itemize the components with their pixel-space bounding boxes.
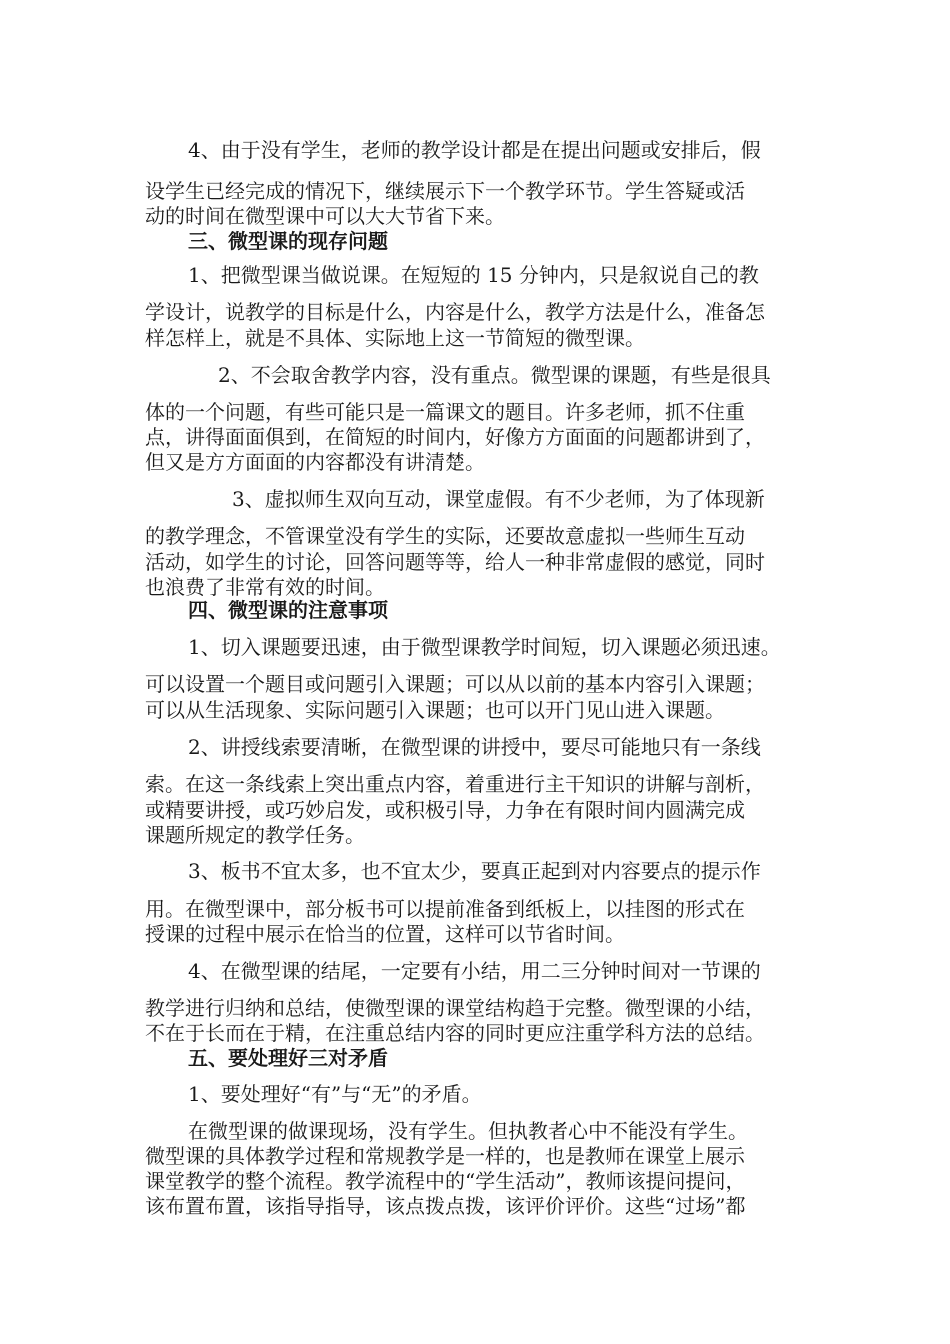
paragraph-line: 的教学理念，不管课堂没有学生的实际，还要故意虚拟一些师生互动 [145, 524, 745, 548]
paragraph-line: 1、切入课题要迅速，由于微型课教学时间短，切入课题必须迅速。 [188, 635, 781, 659]
paragraph-line: 课题所规定的教学任务。 [145, 823, 365, 847]
paragraph-line: 授课的过程中展示在恰当的位置，这样可以节省时间。 [145, 922, 625, 946]
section-heading: 四、微型课的注意事项 [188, 598, 388, 622]
paragraph-line: 但又是方方面面的内容都没有讲清楚。 [145, 450, 485, 474]
paragraph-line: 点，讲得面面俱到，在简短的时间内，好像方方面面的问题都讲到了， [145, 425, 765, 449]
paragraph-line: 2、不会取舍教学内容，没有重点。微型课的课题，有些是很具 [218, 363, 771, 387]
paragraph-line: 该布置布置，该指导指导，该点拨点拨，该评价评价。这些“过场”都 [145, 1194, 746, 1218]
paragraph-line: 1、把微型课当做说课。在短短的 15 分钟内，只是叙说自己的教 [188, 263, 759, 287]
paragraph-line: 2、讲授线索要清晰，在微型课的讲授中，要尽可能地只有一条线 [188, 735, 761, 759]
paragraph-line: 动的时间在微型课中可以大大节省下来。 [145, 204, 505, 228]
paragraph-line: 设学生已经完成的情况下，继续展示下一个教学环节。学生答疑或活 [145, 179, 745, 203]
paragraph-line: 可以从生活现象、实际问题引入课题；也可以开门见山进入课题。 [145, 698, 725, 722]
paragraph-line: 不在于长而在于精，在注重总结内容的同时更应注重学科方法的总结。 [145, 1021, 765, 1045]
paragraph-line: 1、要处理好“有”与“无”的矛盾。 [188, 1082, 482, 1106]
paragraph-line: 教学进行归纳和总结，使微型课的课堂结构趋于完整。微型课的小结， [145, 996, 765, 1020]
paragraph-line: 也浪费了非常有效的时间。 [145, 575, 385, 599]
paragraph-line: 微型课的具体教学过程和常规教学是一样的，也是教师在课堂上展示 [145, 1144, 745, 1168]
section-heading: 五、要处理好三对矛盾 [188, 1046, 388, 1070]
section-heading: 三、微型课的现存问题 [188, 229, 388, 253]
paragraph-line: 可以设置一个题目或问题引入课题；可以从以前的基本内容引入课题； [145, 672, 765, 696]
paragraph-line: 在微型课的做课现场，没有学生。但执教者心中不能没有学生。 [188, 1119, 748, 1143]
paragraph-line: 4、由于没有学生，老师的教学设计都是在提出问题或安排后，假 [188, 138, 761, 162]
paragraph-line: 索。在这一条线索上突出重点内容，着重进行主干知识的讲解与剖析， [145, 772, 765, 796]
paragraph-line: 体的一个问题，有些可能只是一篇课文的题目。许多老师，抓不住重 [145, 400, 745, 424]
paragraph-line: 用。在微型课中，部分板书可以提前准备到纸板上，以挂图的形式在 [145, 897, 745, 921]
paragraph-line: 或精要讲授，或巧妙启发，或积极引导，力争在有限时间内圆满完成 [145, 798, 745, 822]
paragraph-line: 4、在微型课的结尾，一定要有小结，用二三分钟时间对一节课的 [188, 959, 761, 983]
paragraph-line: 样怎样上，就是不具体、实际地上这一节简短的微型课。 [145, 326, 645, 350]
paragraph-line: 课堂教学的整个流程。教学流程中的“学生活动”，教师该提问提问， [145, 1169, 746, 1193]
paragraph-line: 活动，如学生的讨论，回答问题等等，给人一种非常虚假的感觉，同时 [145, 550, 765, 574]
paragraph-line: 3、板书不宜太多，也不宜太少，要真正起到对内容要点的提示作 [188, 859, 761, 883]
paragraph-line: 学设计，说教学的目标是什么，内容是什么，教学方法是什么，准备怎 [145, 300, 765, 324]
paragraph-line: 3、虚拟师生双向互动，课堂虚假。有不少老师，为了体现新 [232, 487, 765, 511]
